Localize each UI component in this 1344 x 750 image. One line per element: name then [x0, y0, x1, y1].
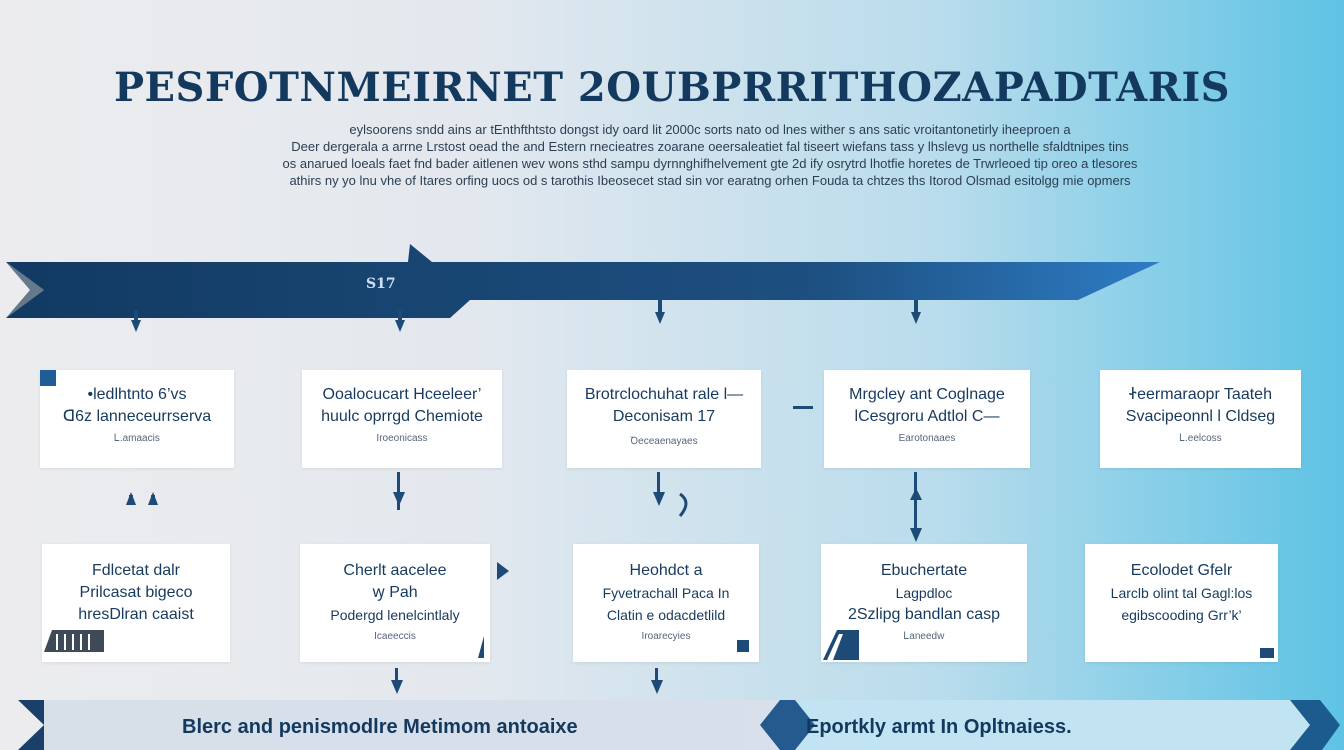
card-meta: Icaeeccis	[374, 631, 416, 642]
card-line: Clatin e odacdetlild	[606, 607, 726, 623]
card-line: Ooalocucart Hceeleer’	[322, 386, 482, 403]
card-meta: Iroeonicass	[376, 433, 428, 444]
flow-card-bottom-1	[42, 544, 230, 662]
flow-card-top-2	[302, 370, 502, 468]
subtitle-line-3: os anarued loeals faet fnd bader aitlenen wev wons sthd sampu dyrnnghifhelvement gte 2d ify osrytrd lhotfie horetes de Trwrleoed tip oreo a tlesores	[282, 156, 1138, 171]
card-meta: Iroarecyies	[641, 631, 691, 642]
card-line: ꝡ Pah	[372, 584, 418, 601]
card-line: Lagpdloc	[895, 585, 953, 601]
card-line: Ebuchertate	[880, 562, 968, 579]
card-meta: Ꮮ.amaacis	[114, 433, 160, 444]
card-line: Larclb olint tal Gagl:los	[1110, 585, 1253, 601]
card-line: egibscooding Grr’k’	[1121, 607, 1242, 623]
card-line: Podergd lenelcintlaly	[330, 607, 460, 623]
flow-card-bottom-2	[300, 544, 490, 662]
card-meta: Ꮮ.eelcoss	[1179, 433, 1222, 444]
card-line: Fdlcetat dalr	[91, 562, 181, 579]
page-title: PESFOTNMEIRNET 2OUBPRRITHOZAPADTARIS	[113, 64, 1231, 111]
subtitle-line-4: athirs ny yo lnu vhe of Itares orfing uocs od s tarothis Ibeosecet stad sin vor earatng orhen Fouda ta chtzes ths Itorod Olsmad esitolgg mie opmers	[289, 173, 1131, 188]
flow-card-bottom-4	[821, 544, 1027, 662]
card-line: hresDlran caaist	[78, 606, 194, 623]
card-line: 2Szlipg bandlan casp	[847, 606, 1001, 623]
card-meta: Earotonaaes	[898, 433, 956, 444]
connector-arrows-row2	[126, 406, 922, 580]
card-line: Brotrclochuhat rale l—	[584, 386, 744, 403]
card-line: Deconisam 17	[612, 408, 716, 425]
card-corner-marker	[40, 370, 56, 386]
square-marker-icon	[737, 640, 749, 652]
flow-card-bottom-5	[1085, 544, 1278, 662]
down-arrows-row3	[391, 668, 663, 694]
footer-label-right: Eportkly armt In Opltnaiess.	[806, 716, 1072, 738]
footer-label-left: Blerc and penismodlre Metimom antoaixe	[182, 716, 578, 738]
card-line: Heohdct a	[629, 562, 703, 579]
flow-card-top-1	[40, 370, 234, 468]
card-meta: Ꮮaneedw	[903, 631, 945, 642]
card-line: Ꮠeermaraopr Taateh	[1129, 386, 1272, 403]
corner-triangle-icon	[478, 636, 484, 658]
flow-card-top-3	[567, 370, 761, 468]
corner-wedge-icon	[823, 630, 863, 660]
card-line: Svacipeonnl l Cldseg	[1125, 408, 1276, 425]
banner-label: Ѕ17	[366, 276, 396, 292]
card-line: huulc oprrgd Chemiote	[321, 408, 483, 425]
subtitle-line-2: Deer dergerala a arrne Lrstost oead the and Estern rnecieatres zoarane oeersaleatiet fal tiseert wiefans tass y lhslevg us northelle sfaldtnipes tins	[291, 139, 1129, 154]
card-line: lCesgroru Adtlol C—	[854, 408, 1000, 425]
square-marker-icon	[1260, 648, 1274, 658]
flow-card-top-4	[824, 370, 1030, 468]
card-meta: Ꝺeceaenayaes	[630, 436, 698, 447]
card-line: Ecolodet Gfelr	[1130, 562, 1233, 579]
flow-card-top-5	[1100, 370, 1301, 468]
card-line: Cherlt aacelee	[343, 562, 447, 579]
flow-card-bottom-3	[573, 544, 759, 662]
card-line: Mrgcley ant Coglnage	[849, 386, 1005, 403]
card-line: Prilcasat bigeco	[79, 584, 193, 601]
card-line: ꓷ6z lanneceurrserva	[62, 408, 212, 425]
card-line: Fyvetrachall Paca In	[602, 585, 730, 601]
subtitle-line-1: eylsoorens sndd ains ar tEnthfthtsto dongst idy oard lit 2000c sorts nato od lnes wither s ans satic vroitantonetirly iheeproen a	[349, 122, 1071, 137]
card-line: •ledlhtnto 6’vs	[87, 386, 187, 403]
banner-ribbon	[6, 244, 1160, 318]
building-icon	[44, 618, 104, 654]
